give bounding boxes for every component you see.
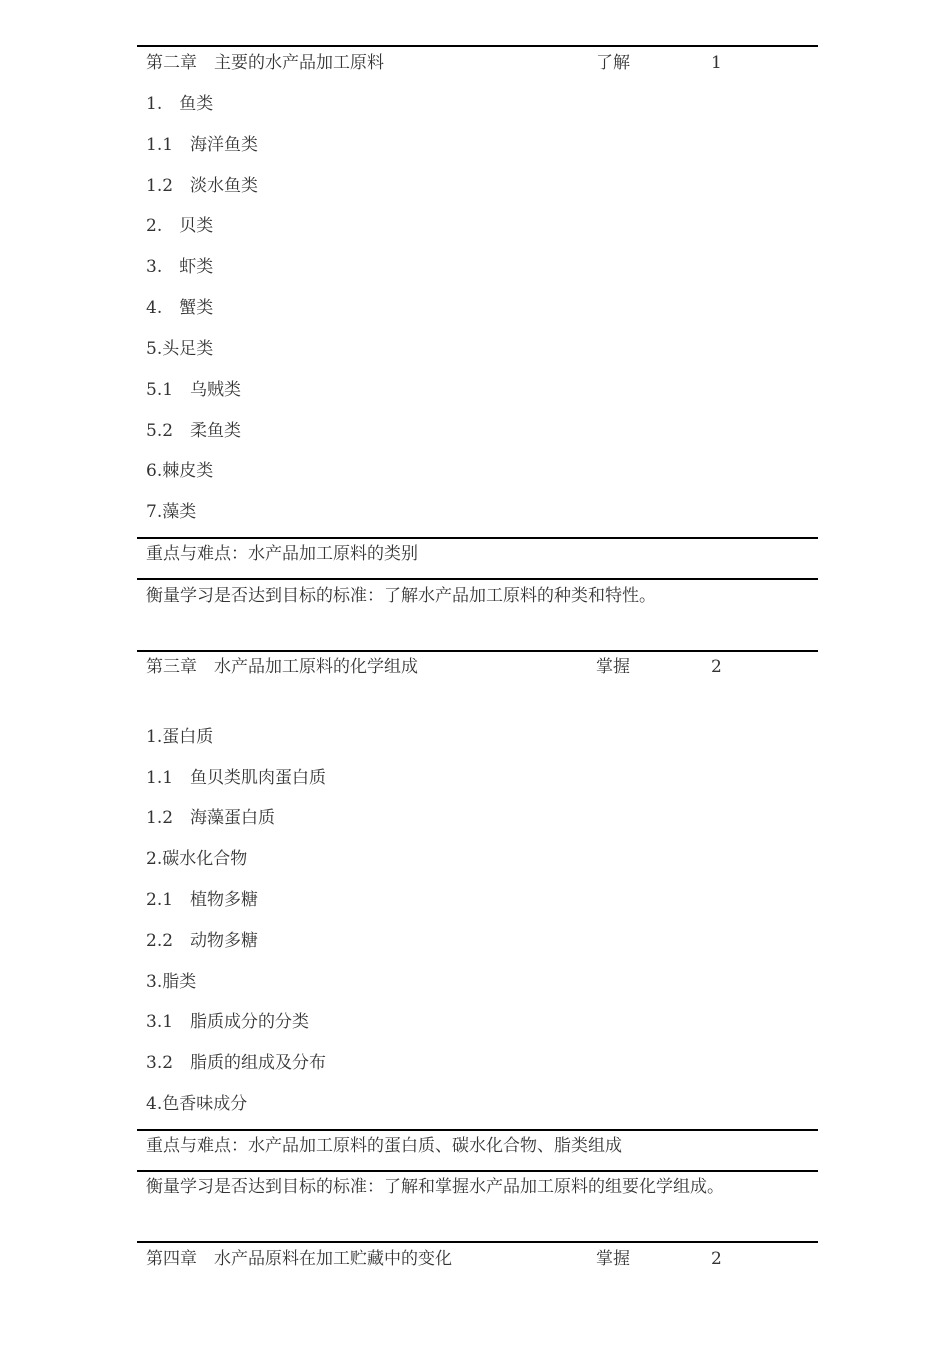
list-item: 1.蛋白质 [146, 727, 214, 747]
list-item: 2. 贝类 [146, 216, 214, 236]
divider [137, 1170, 818, 1172]
list-item: 4.色香味成分 [146, 1094, 248, 1114]
chapter-title: 第二章 主要的水产品加工原料 [146, 53, 384, 73]
list-item: 4. 蟹类 [146, 298, 214, 318]
chapter-title: 第四章 水产品原料在加工贮藏中的变化 [146, 1249, 452, 1269]
requirement-level: 了解 [596, 53, 630, 73]
list-item: 2.2 动物多糖 [146, 931, 259, 951]
list-item: 5.头足类 [146, 339, 214, 359]
divider [137, 537, 818, 539]
list-item: 1.2 淡水鱼类 [146, 176, 259, 196]
class-hours: 1 [711, 53, 722, 73]
list-item: 3.脂类 [146, 972, 197, 992]
list-item: 2.碳水化合物 [146, 849, 248, 869]
list-item: 1.2 海藻蛋白质 [146, 808, 276, 828]
divider [137, 1241, 818, 1243]
requirement-level: 掌握 [596, 657, 630, 677]
list-item: 1.1 海洋鱼类 [146, 135, 259, 155]
assessment-standard: 衡量学习是否达到目标的标准：了解和掌握水产品加工原料的组要化学组成。 [146, 1177, 724, 1197]
key-points: 重点与难点：水产品加工原料的类别 [146, 544, 418, 564]
chapter-title: 第三章 水产品加工原料的化学组成 [146, 657, 418, 677]
requirement-level: 掌握 [596, 1249, 630, 1269]
divider [137, 650, 818, 652]
assessment-standard: 衡量学习是否达到目标的标准：了解水产品加工原料的种类和特性。 [146, 586, 656, 606]
list-item: 2.1 植物多糖 [146, 890, 259, 910]
list-item: 3.1 脂质成分的分类 [146, 1012, 310, 1032]
divider [137, 578, 818, 580]
key-points: 重点与难点：水产品加工原料的蛋白质、碳水化合物、脂类组成 [146, 1136, 622, 1156]
divider [137, 1129, 818, 1131]
list-item: 3. 虾类 [146, 257, 214, 277]
list-item: 5.2 柔鱼类 [146, 421, 242, 441]
class-hours: 2 [711, 1249, 722, 1269]
list-item: 3.2 脂质的组成及分布 [146, 1053, 327, 1073]
list-item: 6.棘皮类 [146, 461, 214, 481]
class-hours: 2 [711, 657, 722, 677]
list-item: 1.1 鱼贝类肌肉蛋白质 [146, 768, 327, 788]
list-item: 7.藻类 [146, 502, 197, 522]
list-item: 5.1 乌贼类 [146, 380, 242, 400]
divider [137, 45, 818, 47]
list-item: 1. 鱼类 [146, 94, 214, 114]
